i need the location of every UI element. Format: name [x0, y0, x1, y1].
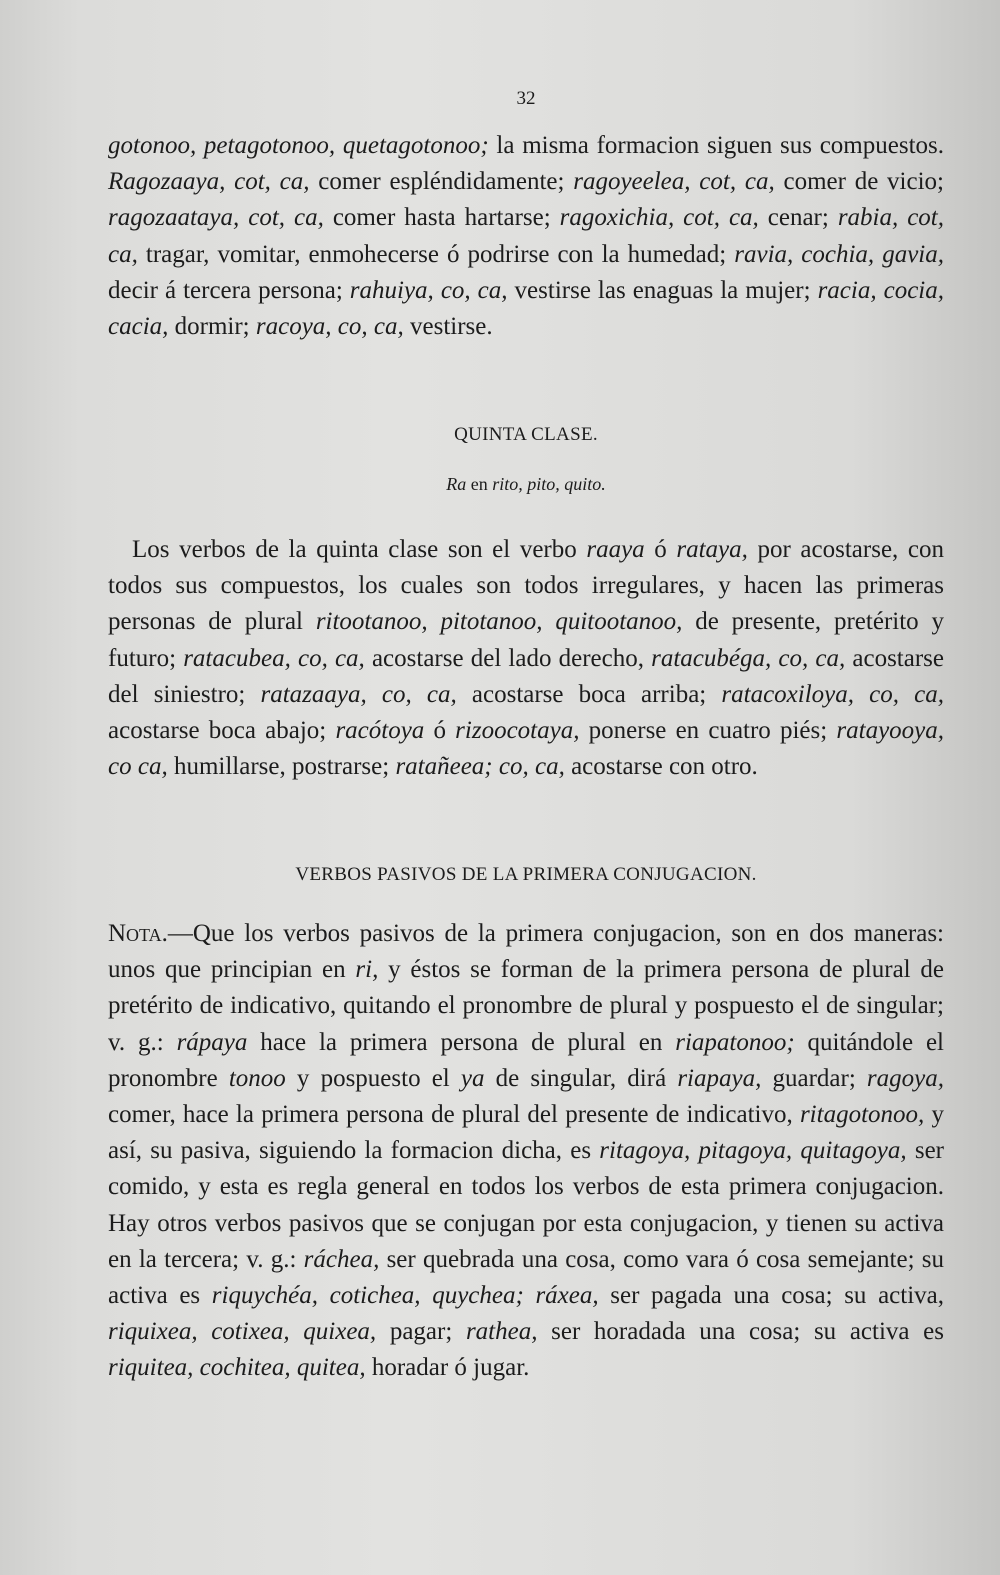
text: acostarse del siniestro;: [108, 644, 944, 708]
text: de singular, dirá: [484, 1064, 678, 1092]
text: ser pagada una cosa; su activa,: [598, 1282, 944, 1310]
italic-text: ragoxichia, cot, ca,: [559, 204, 759, 232]
text: acostarse del lado derecho,: [364, 644, 652, 672]
italic-text: ratacoxiloya, co, ca,: [721, 680, 944, 708]
italic-text: ráchea,: [303, 1245, 380, 1273]
italic-text: riquixea, cotixea, quixea,: [108, 1318, 377, 1346]
italic-text: ritagotonoo,: [799, 1101, 925, 1129]
page-number: 32: [516, 88, 536, 109]
italic-text: rabia, cot, ca,: [108, 204, 945, 268]
paragraph-compuestos: [108, 128, 944, 345]
paragraph-quinta-clase: [108, 532, 944, 785]
italic-text: rataya,: [676, 536, 748, 563]
text: horadar ó jugar.: [365, 1354, 530, 1382]
italic-text: ratañeea; co, ca,: [395, 753, 565, 781]
italic-text: rahuiya, co, ca,: [349, 276, 508, 304]
text: ó: [644, 536, 677, 563]
text: cenar;: [758, 204, 838, 232]
italic-text: ritagoya, pitagoya, quitagoya,: [599, 1137, 907, 1165]
text: comer de vicio;: [774, 168, 944, 196]
italic-text: rizoocotaya,: [455, 717, 580, 745]
italic-text: rápaya: [176, 1028, 248, 1056]
text: vestirse las enaguas la mujer;: [507, 276, 818, 304]
text: hace la primera persona de plural en: [247, 1028, 676, 1056]
text: Los verbos de la quinta clase son el verbo: [132, 536, 587, 563]
text: y pospuesto el: [285, 1064, 461, 1092]
section-heading-verbos-pasivos: VERBOS PASIVOS DE LA PRIMERA CONJUGACION.: [295, 864, 757, 885]
italic-text: ya: [460, 1064, 485, 1092]
text: guardar;: [761, 1064, 867, 1092]
text: decir á tercera persona;: [108, 276, 350, 304]
text: humillarse, postrarse;: [167, 753, 396, 781]
italic-text: Ragozaaya, cot, ca,: [108, 168, 310, 196]
italic-text: ragoya,: [866, 1064, 944, 1092]
italic-text: ratayooya, co ca,: [108, 717, 945, 781]
italic-text: racótoya: [335, 717, 425, 745]
nota-label: Nota.: [108, 920, 168, 947]
italic-text: riapaya,: [677, 1064, 762, 1092]
text: tragar, vomitar, enmohecerse ó podrirse con la humedad;: [137, 240, 735, 268]
section-heading-quinta-clase: QUINTA CLASE.: [454, 424, 598, 445]
italic-text: ravia, cochia, gavia,: [734, 240, 944, 268]
italic-text: riquitea, cochitea, quitea,: [108, 1354, 366, 1382]
text: dormir;: [168, 313, 256, 341]
text: la misma formacion siguen sus compuestos.: [488, 132, 944, 159]
text: de presente, pretérito y futuro;: [108, 608, 944, 672]
italic-text: tonoo: [228, 1064, 286, 1092]
text: —Que los verbos pasivos de la primera conjugacion, son en dos maneras: unos que principian en: [108, 920, 944, 984]
text: ser comido, y esta es regla general en todos los verbos de esta primera conjugacion. Hay otros verbos pasivos que se conjugan por esta conjugacion, y tienen su activa en la tercera; v. g.:: [108, 1137, 945, 1273]
italic-text: ritootanoo, pitotanoo, quitootanoo,: [315, 608, 683, 636]
italic-text: rito, pito, quito.: [492, 474, 606, 494]
italic-text: Ra: [446, 474, 467, 494]
italic-text: ratazaaya, co, ca,: [260, 680, 457, 708]
italic-text: raaya: [586, 536, 645, 563]
text: en: [466, 474, 493, 494]
text: y éstos se forman de la primera persona de plural de pretérito de indicativo, quitando el pronombre de plural y pospuesto el de singular; v. g.:: [108, 956, 944, 1056]
italic-text: riquychéa, cotichea, quychea; ráxea,: [211, 1282, 599, 1310]
text: acostarse boca arriba;: [456, 680, 722, 708]
text: ser horadada una cosa; su activa es: [537, 1318, 944, 1346]
text: comer, hace la primera persona de plural del presente de indicativo,: [108, 1101, 800, 1129]
italic-text: racia, cocia, cacia,: [108, 276, 944, 341]
text: por acostarse, con todos sus compuestos, los cuales son todos irregulares, y hacen las primeras personas de plural: [108, 536, 944, 636]
text: pagar;: [376, 1318, 466, 1346]
text: acostarse con otro.: [564, 753, 758, 781]
section-subheading: [108, 474, 944, 495]
text: quitándole el pronombre: [108, 1028, 944, 1092]
text: ser quebrada una cosa, como vara ó cosa semejante; su activa es: [108, 1245, 944, 1310]
italic-text: ri,: [355, 956, 379, 984]
italic-text: riapatonoo;: [675, 1028, 795, 1056]
paragraph-nota: [108, 916, 944, 1387]
text: acostarse boca abajo;: [108, 717, 336, 745]
text: vestirse.: [403, 313, 493, 341]
italic-text: ratacubea, co, ca,: [183, 644, 365, 672]
text: comer hasta hartarse;: [323, 204, 560, 232]
italic-text: gotonoo, petagotonoo, quetagotonoo;: [108, 132, 489, 159]
italic-text: rathea,: [465, 1318, 538, 1346]
italic-text: ratacubéga, co, ca,: [651, 644, 846, 672]
italic-text: ragozaataya, cot, ca,: [108, 204, 324, 232]
text: ponerse en cuatro piés;: [579, 717, 837, 745]
italic-text: ragoyeelea, cot, ca,: [573, 168, 775, 196]
text: comer espléndidamente;: [309, 168, 574, 196]
italic-text: racoya, co, ca,: [255, 313, 404, 341]
text: ó: [424, 717, 456, 745]
text: y así, su pasiva, siguiendo la formacion dicha, es: [108, 1101, 944, 1165]
